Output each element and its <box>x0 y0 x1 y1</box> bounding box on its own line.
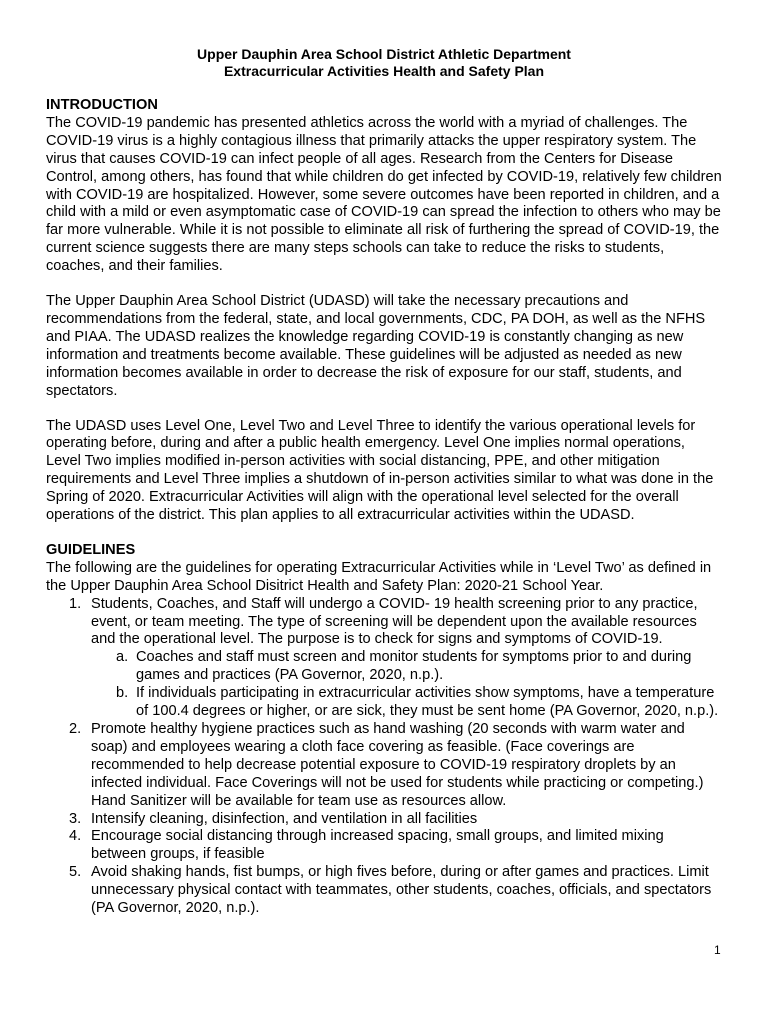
introduction-heading: INTRODUCTION <box>46 97 158 113</box>
item-number: 1. <box>69 595 82 612</box>
title-line-2: Extracurricular Activities Health and Safety Plan <box>223 63 545 79</box>
spacer <box>46 276 722 293</box>
spacer <box>46 80 722 97</box>
introduction-paragraph-2: The Upper Dauphin Area School District (UDASD) will take the necessary precautions and recommendations from the federal, state, and local governments, CDC, PA DOH, as well as the NFHS and PIAA. The UDASD realizes the knowledge regarding COVID-19 is constantly changing as new information and treatments become available. These guidelines will be adjusted as needed as new information becomes available in order to decrease the risk of exposure for our staff, students, and spectators. <box>46 293 706 399</box>
guideline-subitem-a <box>116 649 722 685</box>
subitem-letter: a. <box>116 649 129 666</box>
item-text: Encourage social distancing through increased spacing, small groups, and limited mixing between groups, if feasible <box>91 828 664 863</box>
item-number: 4. <box>69 828 82 845</box>
guideline-subitem-b <box>116 685 722 721</box>
item-text: Promote healthy hygiene practices such as hand washing (20 seconds with warm water and soap) and employees wearing a cloth face covering as feasible. (Face coverings are recommended to help decrease potential exposure to COVID-19 respiratory droplets by an infected individual. Face Coverings will not be used for students while practicing or competing.) Hand Sanitizer will be available for team use as resources allow. <box>91 721 704 809</box>
introduction-paragraph-1: The COVID-19 pandemic has presented athletics across the world with a myriad of challenges. The COVID-19 virus is a highly contagious illness that primarily attacks the upper respiratory system. The virus that causes COVID-19 can infect people of all ages. Research from the Centers for Disease Control, among others, has found that while children do get infected by COVID-19, relatively few children with COVID-19 are hospitalized. However, some severe outcomes have been reported in children, and a child with a mild or even asymptomatic case of COVID-19 can spread the infection to others who may be far more vulnerable. While it is not possible to eliminate all risk of furthering the spread of COVID-19, the current science suggests there are many steps schools can take to reduce the risks to students, coaches, and their families. <box>46 114 722 275</box>
spacer <box>46 401 722 418</box>
page-number: 1 <box>714 943 721 957</box>
guideline-item-4 <box>69 828 722 864</box>
item-number: 5. <box>69 864 82 881</box>
subitem-text: Coaches and staff must screen and monitor students for symptoms prior to and during games and practices (PA Governor, 2020, n.p.). <box>136 649 692 684</box>
spacer <box>46 525 722 542</box>
guideline-item-3 <box>69 810 722 829</box>
subitem-text: If individuals participating in extracurricular activities show symptoms, have a temperature of 100.4 degrees or higher, or are sick, they must be sent home (PA Governor, 2020, n.p.). <box>136 685 719 720</box>
item-text: Avoid shaking hands, fist bumps, or high fives before, during or after games and practices. Limit unnecessary physical contact with teammates, other students, coaches, officials, and spectators (PA Governor, 2020, n.p.). <box>91 864 712 917</box>
item-number: 3. <box>69 810 82 827</box>
item-number: 2. <box>69 721 82 737</box>
guidelines-intro: The following are the guidelines for operating Extracurricular Activities while in ‘Level Two’ as defined in the Upper Dauphin Area School Disitrict Health and Safety Plan: 2020-21 School Year. <box>46 559 712 594</box>
guideline-sublist <box>91 649 722 721</box>
introduction-paragraph-3: The UDASD uses Level One, Level Two and Level Three to identify the various operational levels for operating before, during and after a public health emergency. Level One implies normal operations, Level Two implies modified in-person activities with social distancing, PPE, and other mitigation requirements and Level Three implies a shutdown of in-person activities similar to what was done in the Spring of 2020. Extracurricular Activities will align with the operational level selected for the overall operations of the district. This plan applies to all extracurricular activities within the UDASD. <box>46 417 714 524</box>
guideline-item-5 <box>69 864 722 918</box>
guideline-item-1 <box>69 595 722 721</box>
item-text: Students, Coaches, and Staff will undergo a COVID- 19 health screening prior to any practice, event, or team meeting. The type of screening will be dependent upon the available resources and the operational level. The purpose is to check for signs and symptoms of COVID-19. <box>91 595 698 648</box>
title-line-1: Upper Dauphin Area School District Athletic Department <box>197 46 571 62</box>
document-page <box>46 46 722 918</box>
guidelines-list <box>46 596 722 918</box>
item-text: Intensify cleaning, disinfection, and ventilation in all facilities <box>91 810 478 827</box>
guideline-item-2 <box>69 721 722 811</box>
subitem-letter: b. <box>116 685 129 702</box>
document-title <box>46 46 722 80</box>
guidelines-heading: GUIDELINES <box>46 541 136 558</box>
